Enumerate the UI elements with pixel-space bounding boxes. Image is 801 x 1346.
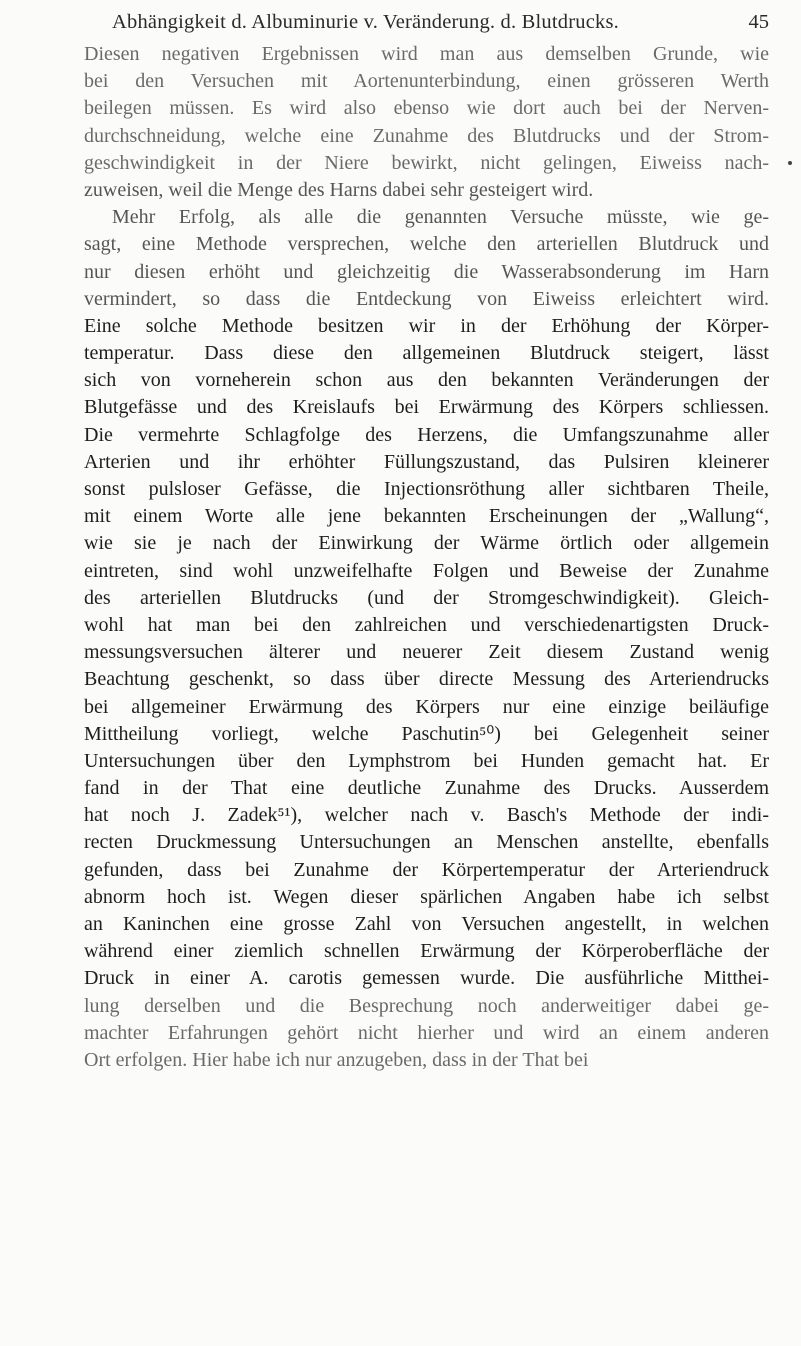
- text-line: Diesen negativen Ergebnissen wird man aus demselben Grunde, wie: [84, 43, 769, 65]
- text-line: recten Druckmessung Untersuchungen an Menschen anstellte, ebenfalls: [84, 831, 769, 854]
- text-line: Die vermehrte Schlagfolge des Herzens, die Umfangszunahme aller: [84, 423, 769, 446]
- text-line: nur diesen erhöht und gleichzeitig die Wasserabsonderung im Harn: [84, 260, 769, 283]
- running-head: [84, 6, 769, 38]
- text-line: sonst pulsloser Gefässe, die Injectionsröthung aller sichtbaren Theile,: [84, 478, 769, 500]
- text-line: Druck in einer A. carotis gemessen wurde. Die ausführliche Mitthei-: [84, 967, 769, 990]
- text-line: sich von vorneherein schon aus den bekannten Veränderungen der: [84, 369, 769, 392]
- text-line: Mittheilung vorliegt, welche Paschutin⁵⁰) bei Gelegenheit seiner: [84, 722, 769, 745]
- text-line: eintreten, sind wohl unzweifelhafte Folgen und Beweise der Zunahme: [84, 559, 769, 582]
- text-line: vermindert, so dass die Entdeckung von Eiweiss erleichtert wird.: [84, 287, 769, 310]
- text-line: durchschneidung, welche eine Zunahme des Blutdrucks und der Strom-: [84, 124, 769, 147]
- text-line: messungsversuchen älterer und neuerer Zeit diesem Zustand wenig: [84, 641, 769, 664]
- text-line: hat noch J. Zadek⁵¹), welcher nach v. Basch's Methode der indi-: [84, 804, 769, 827]
- text-line: bei allgemeiner Erwärmung des Körpers nur eine einzige beiläufige: [84, 695, 769, 718]
- text-line: mit einem Worte alle jene bekannten Erscheinungen der „Wallung“,: [84, 505, 769, 528]
- margin-dot: [788, 161, 792, 165]
- text-line: zuweisen, weil die Menge des Harns dabei sehr gesteigert wird.: [84, 178, 594, 201]
- text-line: abnorm hoch ist. Wegen dieser spärlichen Angaben habe ich selbst: [84, 885, 769, 908]
- text-line: gefunden, dass bei Zunahme der Körpertemperatur der Arteriendruck: [84, 858, 769, 881]
- text-line: sagt, eine Methode versprechen, welche den arteriellen Blutdruck und: [84, 233, 769, 256]
- text-line: Blutgefässe und des Kreislaufs bei Erwärmung des Körpers schliessen.: [84, 396, 769, 419]
- text-line: lung derselben und die Besprechung noch anderweitiger dabei ge-: [84, 994, 769, 1017]
- text-line: des arteriellen Blutdrucks (und der Stromgeschwindigkeit). Gleich-: [84, 586, 769, 609]
- running-head-title: Abhängigkeit d. Albuminurie v. Veränderung. d. Blutdrucks.: [112, 11, 619, 33]
- text-line: während einer ziemlich schnellen Erwärmung der Körperoberfläche der: [84, 940, 769, 963]
- text-line: wie sie je nach der Einwirkung der Wärme örtlich oder allgemein: [84, 532, 769, 555]
- text-line: Mehr Erfolg, als alle die genannten Versuche müsste, wie ge-: [112, 206, 769, 229]
- text-line: Eine solche Methode besitzen wir in der Erhöhung der Körper-: [84, 314, 769, 337]
- text-line: beilegen müssen. Es wird also ebenso wie dort auch bei der Nerven-: [84, 97, 769, 120]
- text-line: Ort erfolgen. Hier habe ich nur anzugeben, dass in der That bei: [84, 1048, 589, 1071]
- body-text: [84, 41, 769, 1074]
- text-line: bei den Versuchen mit Aortenunterbindung, einen grösseren Werth: [84, 70, 769, 93]
- text-line: Arterien und ihr erhöhter Füllungszustand, das Pulsiren kleinerer: [84, 450, 769, 473]
- text-line: machter Erfahrungen gehört nicht hierher und wird an einem anderen: [84, 1021, 769, 1044]
- text-line: Untersuchungen über den Lymphstrom bei Hunden gemacht hat. Er: [84, 749, 769, 772]
- text-line: wohl hat man bei den zahlreichen und verschiedenartigsten Druck-: [84, 613, 769, 636]
- text-line: Beachtung geschenkt, so dass über directe Messung des Arteriendrucks: [84, 668, 769, 691]
- text-line: temperatur. Dass diese den allgemeinen Blutdruck steigert, lässt: [84, 342, 769, 365]
- text-line: an Kaninchen eine grosse Zahl von Versuchen angestellt, in welchen: [84, 913, 769, 935]
- text-line: fand in der That eine deutliche Zunahme des Drucks. Ausserdem: [84, 777, 769, 800]
- page-number: 45: [748, 11, 769, 33]
- text-line: geschwindigkeit in der Niere bewirkt, nicht gelingen, Eiweiss nach-: [84, 151, 769, 174]
